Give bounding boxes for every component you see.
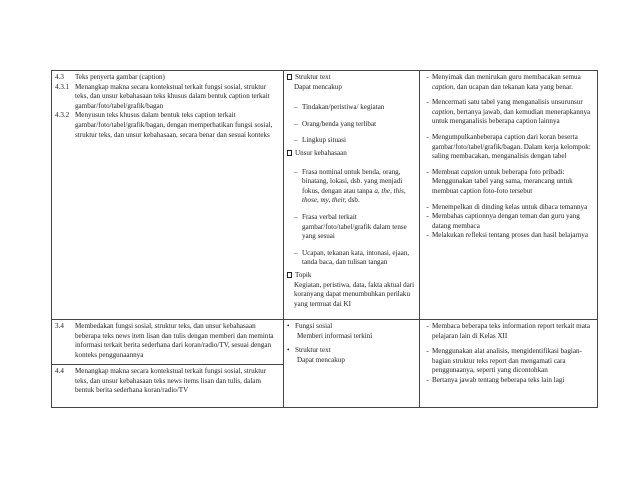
activity-item: - Membaca beberapa teks information report terkait mata pelajaran lain di Kelas XII xyxy=(423,322,594,341)
kd-text: Menangkap makna secara kontekstual terkait fungsi sosial, struktur teks, dan unsur kebahasaan teks khusus dalam bentuk caption terkait gambar/foto/tabel/grafik/bagan xyxy=(75,82,270,110)
table-row xyxy=(52,320,598,408)
dash-icon: - xyxy=(426,212,429,221)
activity-item: - Menempelkan di dinding kelas untuk dibaca temannya xyxy=(423,203,594,213)
activities-cell xyxy=(420,71,598,320)
activity-item: - Membahas captionnya dengan teman dan guru yang datang membaca xyxy=(423,212,594,231)
struktur-label: Struktur text xyxy=(295,346,331,355)
kd-text: Menyusun teks khusus dalam bentuk teks caption terkait gambar/foto/tabel/grafik/bagan, dengan memperhatikan fungsi sosial, struktur teks, dan unsur kebahasaan, secara benar dan sesuai konteks xyxy=(75,111,273,139)
struktur-value: Dapat mencakup xyxy=(297,355,345,364)
fungsi-value: Memberi informasi terkini xyxy=(297,331,373,340)
dash-icon: – xyxy=(294,119,298,128)
dash-icon: - xyxy=(426,347,429,356)
list-item: – Frasa verbal terkait gambar/foto/tabel/grafik dalam tense yang sesuai xyxy=(294,212,407,241)
materi-cell xyxy=(284,71,420,320)
topik-value: Kegiatan, peristiwa, data, fakta aktual dari koranyang dapat menumbuhkan perilaku yang termuat dai KI xyxy=(294,280,415,308)
kd-item xyxy=(55,73,280,83)
fungsi-heading xyxy=(287,322,416,332)
kd-text: Teks penyerta gambar (caption) xyxy=(75,73,165,81)
dash-icon: – xyxy=(294,136,298,145)
dash-icon: – xyxy=(294,248,298,257)
activity-item: - Membuat caption untuk beberapa foto pribadi: Menggunakan tabel yang sama, merancang untuk membuat caption foto-foto tersebut xyxy=(423,168,594,197)
topik-heading xyxy=(287,271,416,281)
checkbox-square-icon xyxy=(287,74,292,80)
activity-item: - Melakukan refleksi tentang proses dan hasil belajarnya xyxy=(423,231,594,241)
kd-item xyxy=(55,111,280,140)
dash-icon: – xyxy=(294,167,298,176)
unsur-heading xyxy=(287,149,416,159)
kd-item xyxy=(52,365,283,398)
topik-label: Topik xyxy=(295,270,312,279)
list-item: – Tindakan/peristiwa/ kegiatan xyxy=(294,103,385,112)
kd-number: 4.3 xyxy=(55,73,64,81)
kd-item xyxy=(55,83,280,112)
kd-number: 4.3.2 xyxy=(55,111,70,120)
dash-icon: - xyxy=(426,132,429,141)
kd-text: Menangkap makna secara kontekstual terkait fungsi sosial, struktur teks, dan unsur kebahasaan teks news items lisan dan tulis, dalam bentuk berita sederhana koran/radio/TV xyxy=(75,367,267,395)
dash-icon: - xyxy=(426,375,429,384)
list-item: – Ucapan, tekanan kata, intonasi, ejaan, tanda baca, dan tulisan tangan xyxy=(294,248,410,267)
kd-cell xyxy=(52,71,284,320)
dash-icon: – xyxy=(294,103,298,112)
bullet-icon: • xyxy=(287,322,290,330)
dash-icon: – xyxy=(294,212,298,221)
kd-cell xyxy=(52,320,284,408)
activity-item: - Menyimak dan menirukan guru membacakan semua caption, dan ucapan dan tekanan kata yang benar. xyxy=(423,73,594,92)
dash-icon: - xyxy=(426,98,429,107)
dash-icon: - xyxy=(426,73,429,81)
syllabus-table xyxy=(51,70,598,408)
kd-item xyxy=(52,320,283,365)
unsur-label: Unsur kebahasaan xyxy=(295,148,347,157)
activity-item: - Mencermati satu tabel yang menganalisis unsurunsur caption, bertanya jawab, dan kemudian menerapkannya untuk menganalisis beberapa caption lainnya xyxy=(423,98,594,127)
dash-icon: - xyxy=(426,322,429,330)
list-item: – Orang/benda yang terlibat xyxy=(294,119,377,128)
fungsi-label: Fungsi sosial xyxy=(295,322,333,330)
kd-number: 4.3.1 xyxy=(55,82,70,91)
activity-item: - Bertanya jawab tentang beberapa teks lain lagi xyxy=(423,376,594,386)
dash-icon: - xyxy=(426,167,429,176)
kd-text: Membedakan fungsi sosial, struktur teks, dan unsur kebahasaan beberapa teks news item lisan dan tulis dengan memberi dan meminta informasi terkait berita sederhana dari koran/radio/TV, sesuai dengan konteks penggunaannya xyxy=(75,322,274,359)
activity-item: - Mengumpulkanbeberapa caption dari koran beserta gambar/foto/tabel/grafik/bagan. Dalam kerja kelompok: saling membacakan, menganalisis dengan tabel xyxy=(423,133,594,162)
struktur-value: Dapat mencakup xyxy=(294,82,342,91)
dash-icon: - xyxy=(426,202,429,211)
materi-cell xyxy=(284,320,420,408)
checkbox-square-icon xyxy=(287,150,292,156)
bullet-icon: • xyxy=(287,346,290,355)
struktur-heading xyxy=(287,346,416,356)
list-item: – Frasa nominal untuk benda, orang, binatang, lokasi, dsb. yang menjadi fokus, dengan atau tanpa a, the, this, those, my, their, dsb. xyxy=(294,167,406,205)
activity-item: - Menggunakan alat analisis, mengidentifikasi bagian-bagian struktur teks report dan mengamati cara penggunaanya, seperti yang dicontohkan xyxy=(423,347,594,376)
activities-cell xyxy=(420,320,598,408)
table-row xyxy=(52,71,598,320)
struktur-heading xyxy=(287,73,416,83)
syllabus-page xyxy=(51,70,597,409)
struktur-label: Struktur text xyxy=(295,73,331,81)
kd-number: 3.4 xyxy=(55,322,64,330)
checkbox-square-icon xyxy=(287,272,292,278)
list-item: – Lingkup situasi xyxy=(294,136,346,145)
dash-icon: - xyxy=(426,231,429,240)
kd-number: 4.4 xyxy=(55,367,64,375)
